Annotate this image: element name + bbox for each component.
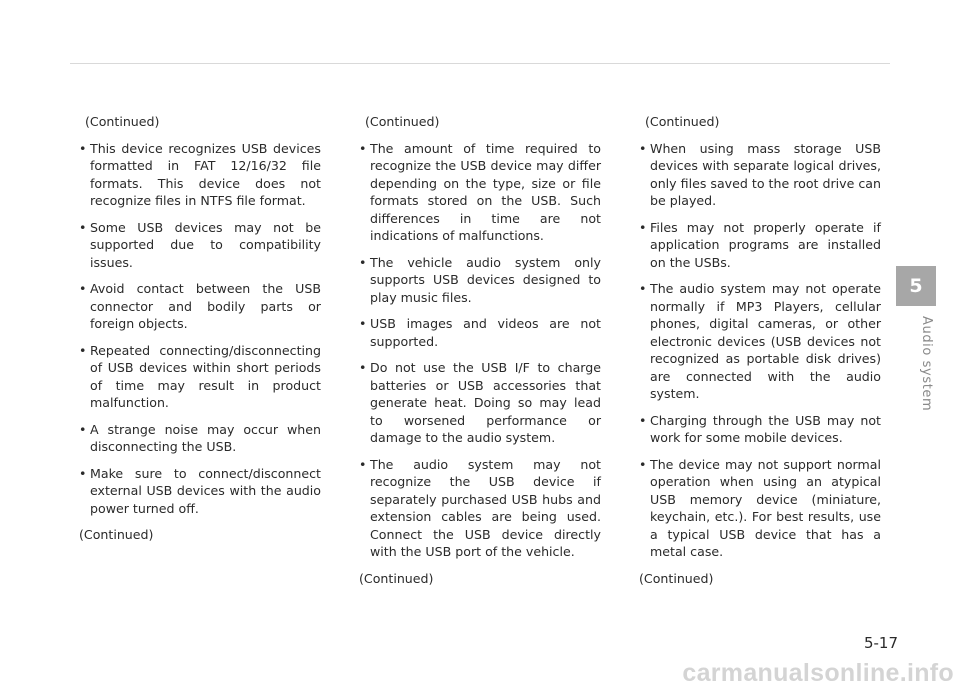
continued-footer: (Continued): [79, 527, 154, 542]
bullet-dot-icon: •: [359, 456, 367, 472]
bullet-dot-icon: •: [79, 465, 87, 481]
list-item: • The audio system may not recognize the USB device if separately purchased USB hubs and extension cables are being used. Connect the USB device directly with the USB port of the vehicle.: [359, 456, 601, 559]
list-item: • Some USB devices may not be supported due to compatibility issues.: [79, 219, 321, 270]
list-item: • The amount of time required to recognize the USB device may differ depending on the type, size or file formats stored on the USB. Such differences in time are not indications of malfunctions.: [359, 140, 601, 243]
list-item: • The device may not support normal operation when using an atypical USB memory device (miniature, keychain, etc.). For best results, use a typical USB device that has a metal case.: [639, 456, 881, 559]
bullet-dot-icon: •: [79, 281, 87, 296]
page-number: 5-17: [863, 634, 898, 652]
bullet-dot-icon: •: [79, 342, 87, 358]
column-1: [79, 113, 321, 544]
bullet-list: [359, 140, 601, 561]
bullet-dot-icon: •: [639, 456, 647, 472]
list-item: • Repeated connecting/disconnecting of USB devices within short periods of time may result in product malfunction.: [79, 342, 321, 410]
list-item: • When using mass storage USB devices with separate logical drives, only files saved to the root drive can be played.: [639, 140, 881, 208]
chapter-number-tab: 5: [896, 266, 936, 306]
list-item: • Charging through the USB may not work for some mobile devices.: [639, 412, 881, 445]
continued-header: (Continued): [85, 114, 160, 129]
bullet-dot-icon: •: [639, 140, 647, 156]
continued-footer: (Continued): [639, 570, 714, 586]
bullet-dot-icon: •: [359, 254, 367, 270]
list-item: • A strange noise may occur when disconnecting the USB.: [79, 421, 321, 454]
chapter-title: Audio system: [919, 316, 934, 412]
list-item: • The vehicle audio system only supports USB devices designed to play music files.: [359, 254, 601, 305]
continued-footer: (Continued): [359, 570, 434, 586]
column-2: [359, 113, 601, 587]
continued-header: (Continued): [365, 114, 440, 129]
bullet-dot-icon: •: [359, 360, 367, 375]
bullet-dot-icon: •: [79, 421, 87, 437]
bullet-dot-icon: •: [79, 140, 87, 156]
bullet-dot-icon: •: [639, 412, 647, 428]
list-item: • Avoid contact between the USB connector and bodily parts or foreign objects.: [79, 281, 321, 331]
list-item: • This device recognizes USB devices formatted in FAT 12/16/32 file formats. This device does not recognize files in NTFS file format.: [79, 140, 321, 208]
bullet-dot-icon: •: [639, 281, 647, 296]
top-divider: [70, 63, 890, 64]
list-item: • USB images and videos are not supported.: [359, 316, 601, 349]
bullet-dot-icon: •: [359, 316, 367, 331]
bullet-list: [79, 140, 321, 518]
bullet-dot-icon: •: [639, 219, 647, 235]
column-3: [639, 113, 881, 587]
list-item: • Do not use the USB I/F to charge batteries or USB accessories that generate heat. Doing so may lead to worsened performance or damage to the audio system.: [359, 360, 601, 445]
list-item: • Files may not properly operate if application programs are installed on the USBs.: [639, 219, 881, 270]
list-item: • Make sure to connect/disconnect external USB devices with the audio power turned off.: [79, 465, 321, 516]
bullet-dot-icon: •: [79, 219, 87, 235]
list-item: • The audio system may not operate normally if MP3 Players, cellular phones, digital cameras, or other electronic devices (USB devices not recognized as portable disk drives) are connected with the audio system.: [639, 281, 881, 401]
bullet-dot-icon: •: [359, 140, 367, 156]
continued-header: (Continued): [645, 114, 720, 129]
watermark-text: carmanualsonline.info: [682, 659, 954, 687]
bullet-list: [639, 140, 881, 561]
